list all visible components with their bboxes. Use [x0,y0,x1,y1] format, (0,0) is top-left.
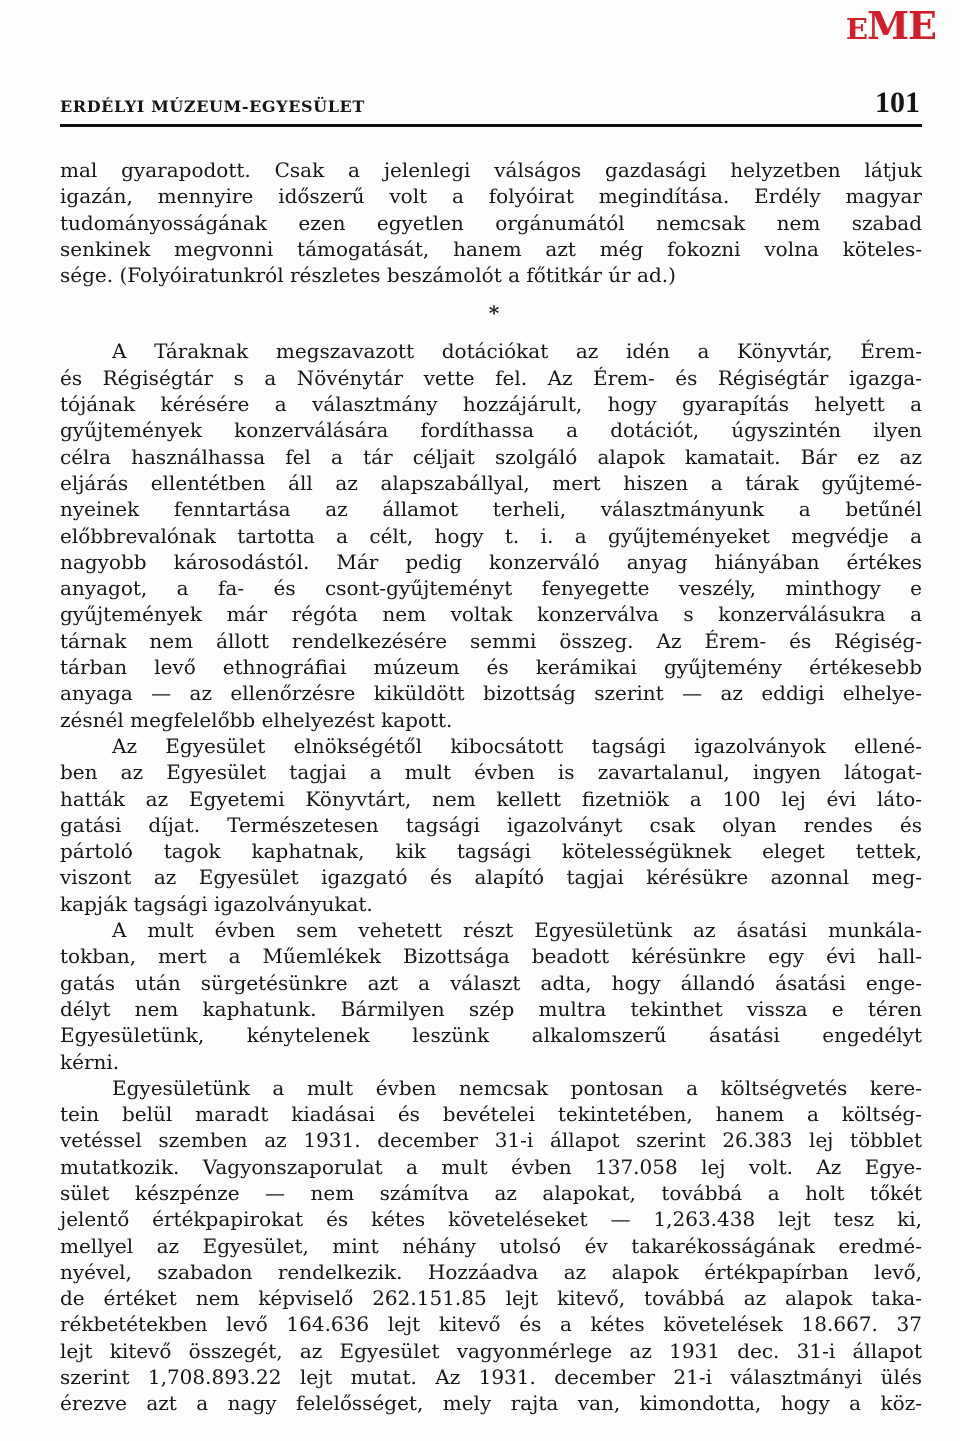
text-line: tárban levő ethnográfiai múzeum és kerámikai gyűjtemény értékesebb [60,655,922,680]
text-line: mellyel az Egyesület, mint néhány utolsó év takarékosságának eredmé- [60,1233,922,1258]
text-line: viszont az Egyesület igazgató és alapító tagjai kérésükre azonnal meg- [60,865,922,890]
text-line: mutatkozik. Vagyonszaporulat a mult évben 137.058 lej volt. Az Egye- [60,1154,922,1179]
text-line: gatás után sürgetésünkre azt a választ adta, hogy állandó ásatási enge- [60,970,922,995]
text-line: lejt kitevő összegét, az Egyesület vagyonmérlege az 1931 dec. 31-i állapot [60,1338,922,1363]
text-line: tójának kérésére a választmány hozzájárult, hogy gyarapítás helyett a [60,392,922,417]
text-line: senkinek megvonni támogatását, hanem azt még fokozni volna köteles- [60,236,922,261]
text-line: délyt nem kaphatunk. Bármilyen szép multra tekinthet vissza e téren [60,996,922,1021]
text-line: kapják tagsági igazolványukat. [60,891,373,916]
running-header [60,88,922,118]
text-line: de értéket nem képviselő 262.151.85 lejt kitevő, továbbá az alapok taka- [60,1286,922,1311]
text-line: pártoló tagok kaphatnak, kik tagsági kötelességüknek eleget tettek, [60,839,922,864]
text-line: szerint 1,708.893.22 lejt mutat. Az 1931. december 21-i választmányi ülés [60,1365,922,1390]
text-line: eljárás ellentétben áll az alapszabállyal, mert hiszen a tárak gyűjtemé- [60,470,922,495]
text-line: Egyesületünk a mult évben nemcsak pontosan a költségvetés kere- [112,1075,922,1100]
text-line: ben az Egyesület tagjai a mult évben is zavartalanul, ingyen látogat- [60,760,922,785]
text-line: A Táraknak megszavazott dotációkat az idén a Könyvtár, Érem- [112,339,922,364]
text-line: Egyesületünk, kénytelenek leszünk alkalomszerű ásatási engedélyt [60,1023,922,1048]
text-line: tein belül maradt kiadásai és bevételei tekintetében, hanem a költség- [60,1102,922,1127]
paragraph-membership-cards [60,733,922,917]
text-line: sület készpénze — nem számítva az alapokat, továbbá a holt tőkét [60,1180,922,1205]
page-body [60,157,922,1417]
text-line: igazán, mennyire időszerű volt a folyóirat megindítása. Erdély magyar [60,184,922,209]
text-line: tárnak nem állott rendelkezésére semmi összeg. Az Érem- és Régiség- [60,628,922,653]
text-line: sége. (Folyóiratunkról részletes beszámolót a főtitkár úr ad.) [60,263,676,288]
text-line: előbbrevalónak tartotta a célt, hogy t. i. a gyűjteményeket megvédje a [60,523,922,548]
page-number: 101 [875,86,920,119]
text-line: célra használhassa fel a tár céljait szolgáló alapok kamatait. Bár ez az [60,444,922,469]
text-line: gyűjtemények már régóta nem voltak konzerválva s konzerválásukra a [60,602,922,627]
text-line: érezve azt a nagy felelősséget, mely rajta van, kimondotta, hogy a köz- [60,1391,922,1416]
text-line: mal gyarapodott. Csak a jelenlegi válságos gazdasági helyzetben látjuk [60,158,922,182]
paragraph-collections [60,338,922,732]
text-line: gatási díjat. Természetesen tagsági igazolványt csak olyan rendes és [60,812,922,837]
text-line: Az Egyesület elnökségétől kibocsátott tagsági igazolványok ellené- [112,733,922,758]
text-line: anyagot, a fa- és csont-gyűjteményt fenyegette veszély, minthogy e [60,576,922,601]
paragraph-continued [60,157,922,288]
header-rule [60,124,922,127]
text-line: jelentő értékpapirokat és kétes követeléseket — 1,263.438 lejt tesz ki, [60,1207,922,1232]
text-line: rékbetétekben levő 164.636 lejt kitevő és a kétes követelések 18.667. 37 [60,1312,922,1337]
text-line: nagyobb károsodástól. Már pedig konzerváló anyag hiányában értékes [60,549,922,574]
text-line: és Régiségtár s a Növénytár vette fel. Az Érem- és Régiségtár igazga- [60,365,922,390]
text-line: tokban, mert a Műemlékek Bizottsága beadott kérésünkre egy évi hall- [60,944,922,969]
text-line: hatták az Egyetemi Könyvtárt, nem kellett fizetniök a 100 lej évi láto- [60,786,922,811]
text-line: anyaga — az ellenőrzésre kiküldött bizottság szerint — az eddigi elhelye- [60,681,922,706]
text-line: nyeinek fenntartása az államot terheli, választmányunk a betűnél [60,497,922,522]
text-line: gyűjtemények konzerválására fordíthassa a dotációt, úgyszintén ilyen [60,418,922,443]
text-line: A mult évben sem vehetett részt Egyesületünk az ásatási munkála- [112,918,922,943]
text-line: zésnél megfelelőbb elhelyezést kapott. [60,707,453,732]
running-header-title: ERDÉLYI MÚZEUM-EGYESÜLET [60,97,365,116]
paragraph-excavations [60,917,922,1075]
text-line: nyével, szabadon rendelkezik. Hozzáadva az alapok értékpapírban levő, [60,1259,922,1284]
text-line: vetéssel szemben az 1931. december 31-i állapot szerint 26.383 lej többlet [60,1128,922,1153]
text-line: kérni. [60,1049,120,1074]
section-separator-asterisk: * [488,301,500,326]
publisher-logo: EME [845,3,936,48]
text-line: tudományosságának ezen egyetlen orgánumától nemcsak nem szabad [60,210,922,235]
paragraph-finances [60,1075,922,1417]
